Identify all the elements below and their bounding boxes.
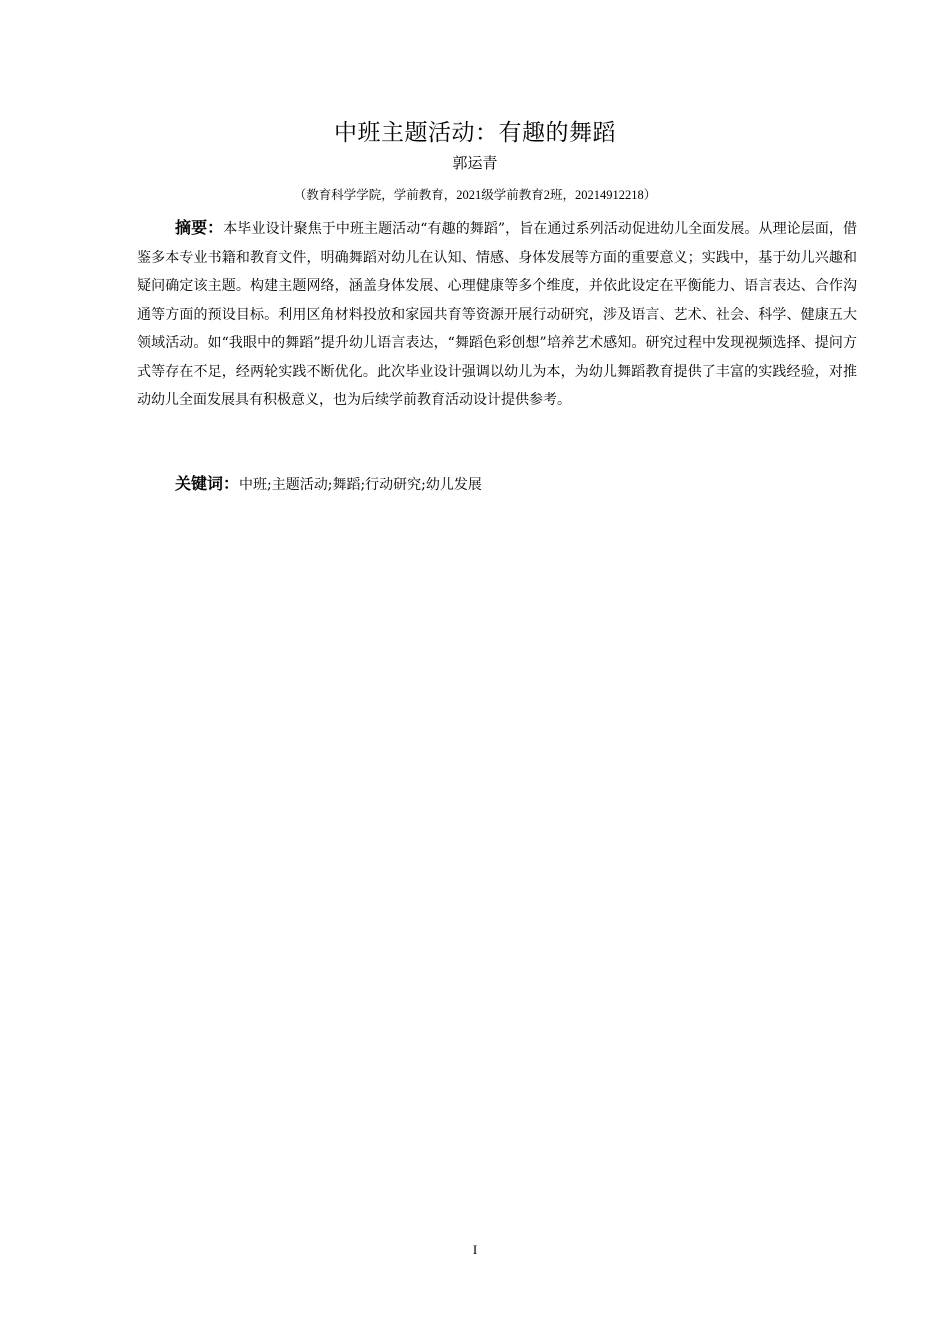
author-name: 郭运青 <box>452 154 498 172</box>
abstract-text: 本毕业设计聚焦于中班主题活动“有趣的舞蹈”，旨在通过系列活动促进幼儿全面发展。从理论层面，借鉴多本专业书籍和教育文件，明确舞蹈对幼儿在认知、情感、身体发展等方面的重要意义；实践中，基于幼儿兴趣和疑问确定该主题。构建主题网络，涵盖身体发展、心理健康等多个维度，并依此设定在平衡能力、语言表达、合作沟通等方面的预设目标。利用区角材料投放和家园共育等资源开展行动研究，涉及语言、艺术、社会、科学、健康五大领域活动。如“我眼中的舞蹈”提升幼儿语言表达，“舞蹈色彩创想”培养艺术感知。研究过程中发现视频选择、提问方式等存在不足，经两轮实践不断优化。此次毕业设计强调以幼儿为本，为幼儿舞蹈教育提供了丰富的实践经验，对推动幼儿全面发展具有积极意义，也为后续学前教育活动设计提供参考。 <box>137 221 857 408</box>
abstract-paragraph <box>137 214 857 415</box>
paper-title: 中班主题活动：有趣的舞蹈 <box>334 120 616 146</box>
author-affiliation: （教育科学学院，学前教育，2021级学前教育2班，20214912218） <box>293 188 657 202</box>
keywords-line <box>175 470 482 499</box>
keywords-text: 中班;主题活动;舞蹈;行动研究;幼儿发展 <box>239 477 482 493</box>
abstract-label: 摘要： <box>175 218 224 237</box>
keywords-label: 关键词： <box>175 474 240 493</box>
page-number: I <box>472 1242 478 1257</box>
